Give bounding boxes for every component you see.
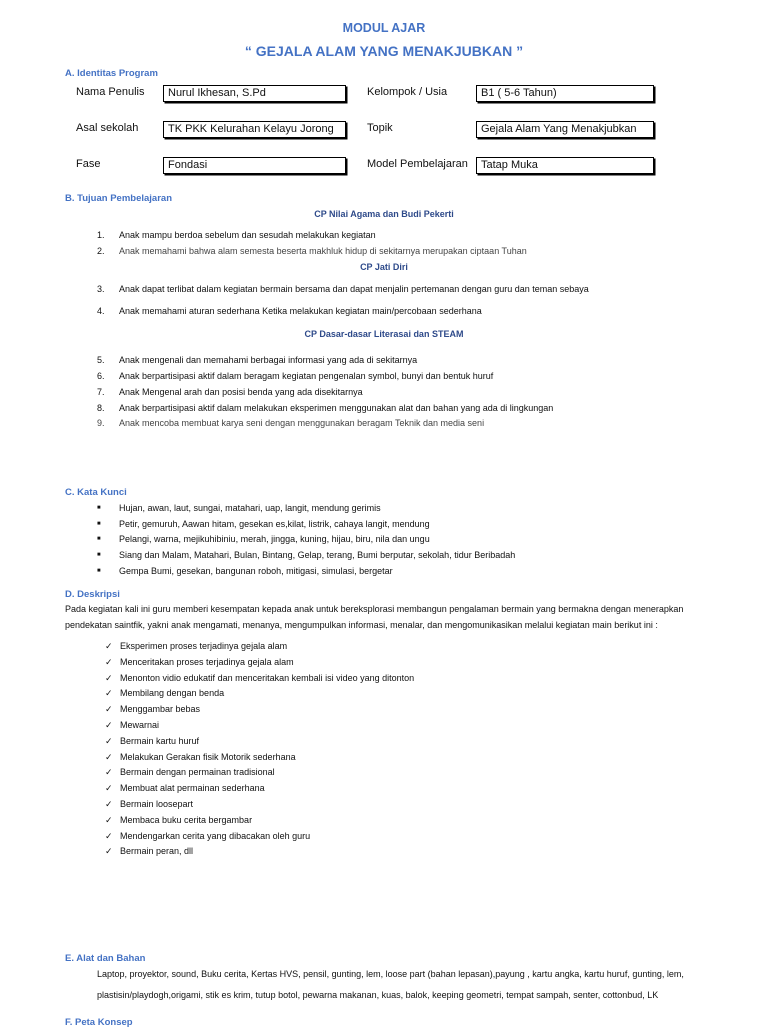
check-icon: ✓ (105, 688, 113, 699)
list-item: Siang dan Malam, Matahari, Bulan, Bintang, Gelap, terang, Bumi berputar, sekolah, tidur Beribadah (119, 550, 516, 560)
list-item: Petir, gemuruh, Aawan hitam, gesekan es,kilat, listrik, cahaya langit, mendung (119, 519, 430, 529)
list-item: Anak Mengenal arah dan posisi benda yang ada disekitarnya (119, 387, 363, 397)
checklist-item: Membuat alat permainan sederhana (120, 783, 265, 794)
description-paragraph: Pada kegiatan kali ini guru memberi kesempatan kepada anak untuk bereksplorasi membangun pengalaman bermain yang bermakna dengan menerapkan (65, 604, 684, 614)
list-number: 6. (97, 371, 105, 381)
list-number: 9. (97, 418, 105, 428)
checklist-item: Melakukan Gerakan fisik Motorik sederhana (120, 751, 296, 762)
list-number: 1. (97, 230, 105, 240)
list-item: Anak mengenali dan memahami berbagai informasi yang ada di sekitarnya (119, 355, 418, 365)
list-item: Anak memahami aturan sederhana Ketika melakukan kegiatan main/percobaan sederhana (119, 306, 482, 316)
list-item: Anak dapat terlibat dalam kegiatan bermain bersama dan dapat menjalin pertemanan dengan guru dan teman sebaya (119, 284, 589, 294)
checklist-item: Mendengarkan cerita yang dibacakan oleh guru (120, 830, 311, 841)
page-title: MODUL AJAR (342, 21, 426, 35)
list-item: Hujan, awan, laut, sungai, matahari, uap, langit, mendung gerimis (119, 503, 381, 513)
list-number: 2. (97, 246, 105, 256)
bullet-icon: ■ (97, 552, 101, 558)
check-icon: ✓ (105, 656, 113, 667)
list-item: Pelangi, warna, mejikuhibiniu, merah, jingga, kuning, hijau, biru, nila dan ungu (119, 534, 430, 544)
bullet-icon: ■ (97, 521, 101, 527)
description-paragraph: pendekatan saintfik, yakni anak mengamati, menanya, mengumpulkan informasi, menalar, dan mengomunikasikan melalui kegiatan main berikut ini : (65, 620, 658, 630)
checklist-item: Eksperimen proses terjadinya gejala alam (120, 641, 288, 651)
checklist-item: Mewarnai (120, 720, 160, 730)
sekolah-field[interactable]: TK PKK Kelurahan Kelayu Jorong (163, 121, 346, 138)
check-icon: ✓ (105, 830, 113, 841)
penulis-label: Nama Penulis (76, 86, 145, 98)
list-number: 8. (97, 403, 105, 413)
checklist-item: Bermain kartu huruf (120, 735, 200, 746)
checklist-item: Bermain dengan permainan tradisional (120, 767, 275, 778)
list-item: Anak memahami bahwa alam semesta beserta makhluk hidup di sekitarnya merupakan ciptaan Tuhan (119, 246, 527, 256)
page-subtitle: “ GEJALA ALAM YANG MENAKJUBKAN ” (244, 43, 524, 59)
list-number: 3. (97, 284, 105, 294)
model-label: Model Pembelajaran (367, 158, 468, 170)
checklist-item: Menceritakan proses terjadinya gejala alam (120, 656, 294, 667)
list-number: 7. (97, 387, 105, 397)
list-number: 4. (97, 306, 105, 316)
checklist-item: Menggambar bebas (120, 704, 201, 715)
bullet-icon: ■ (97, 505, 101, 511)
check-icon: ✓ (105, 767, 113, 778)
model-field[interactable]: Tatap Muka (476, 157, 654, 174)
fase-label: Fase (76, 158, 101, 170)
topik-field[interactable]: Gejala Alam Yang Menakjubkan (476, 121, 654, 138)
check-icon: ✓ (105, 672, 113, 683)
bullet-icon: ■ (97, 568, 101, 574)
list-item: Anak berpartisipasi aktif dalam beragam kegiatan pengenalan symbol, bunyi dan bentuk huruf (119, 371, 494, 381)
cp-literasi-heading: CP Dasar-dasar Literasai dan STEAM (304, 329, 464, 339)
section-b-heading: B. Tujuan Pembelajaran (65, 193, 172, 204)
kelompok-label: Kelompok / Usia (367, 86, 448, 98)
check-icon: ✓ (105, 704, 113, 715)
list-item: Anak mampu berdoa sebelum dan sesudah melakukan kegiatan (119, 230, 376, 240)
check-icon: ✓ (105, 783, 113, 794)
checklist-item: Bermain peran, dll (120, 846, 194, 857)
checklist-item: Menonton vidio edukatif dan menceritakan kembali isi video yang ditonton (120, 672, 415, 683)
fase-field[interactable]: Fondasi (163, 157, 346, 174)
penulis-field[interactable]: Nurul Ikhesan, S.Pd (163, 85, 346, 102)
check-icon: ✓ (105, 641, 113, 651)
list-number: 5. (97, 355, 105, 365)
kelompok-field[interactable]: B1 ( 5-6 Tahun) (476, 85, 654, 102)
list-item: Anak berpartisipasi aktif dalam melakukan eksperimen menggunakan alat dan bahan yang ada di lingkungan (119, 403, 554, 413)
checklist-item: Membilang dengan benda (120, 688, 225, 699)
topik-label: Topik (367, 122, 393, 134)
materials-text: Laptop, proyektor, sound, Buku cerita, Kertas HVS, pensil, gunting, lem, loose part (bahan lepasan),payung , kartu angka, kartu huruf, gunting, lem, (97, 969, 684, 979)
check-icon: ✓ (105, 814, 113, 825)
section-c-heading: C. Kata Kunci (65, 487, 127, 498)
check-icon: ✓ (105, 846, 113, 857)
check-icon: ✓ (105, 751, 113, 762)
list-item: Gempa Bumi, gesekan, bangunan roboh, mitigasi, simulasi, bergetar (119, 566, 393, 576)
check-icon: ✓ (105, 735, 113, 746)
section-d-heading: D. Deskripsi (65, 589, 120, 600)
check-icon: ✓ (105, 799, 113, 809)
section-a-heading: A. Identitas Program (65, 68, 158, 79)
checklist-item: Bermain loosepart (120, 799, 194, 809)
cp-jati-diri-heading: CP Jati Diri (360, 262, 408, 272)
materials-text: plastisin/playdogh,origami, stik es krim, tutup botol, pewarna makanan, kuas, balok, keeping geometri, tempat sampah, senter, cottonbud, LK (97, 990, 659, 1000)
cp-agama-heading: CP Nilai Agama dan Budi Pekerti (314, 209, 454, 219)
sekolah-label: Asal sekolah (76, 122, 139, 134)
check-icon: ✓ (105, 720, 113, 730)
list-item: Anak mencoba membuat karya seni dengan menggunakan beragam Teknik dan media seni (119, 418, 485, 428)
checklist-item: Membaca buku cerita bergambar (120, 814, 253, 825)
section-f-heading: F. Peta Konsep (65, 1017, 133, 1028)
section-e-heading: E. Alat dan Bahan (65, 953, 146, 964)
bullet-icon: ■ (97, 536, 101, 542)
